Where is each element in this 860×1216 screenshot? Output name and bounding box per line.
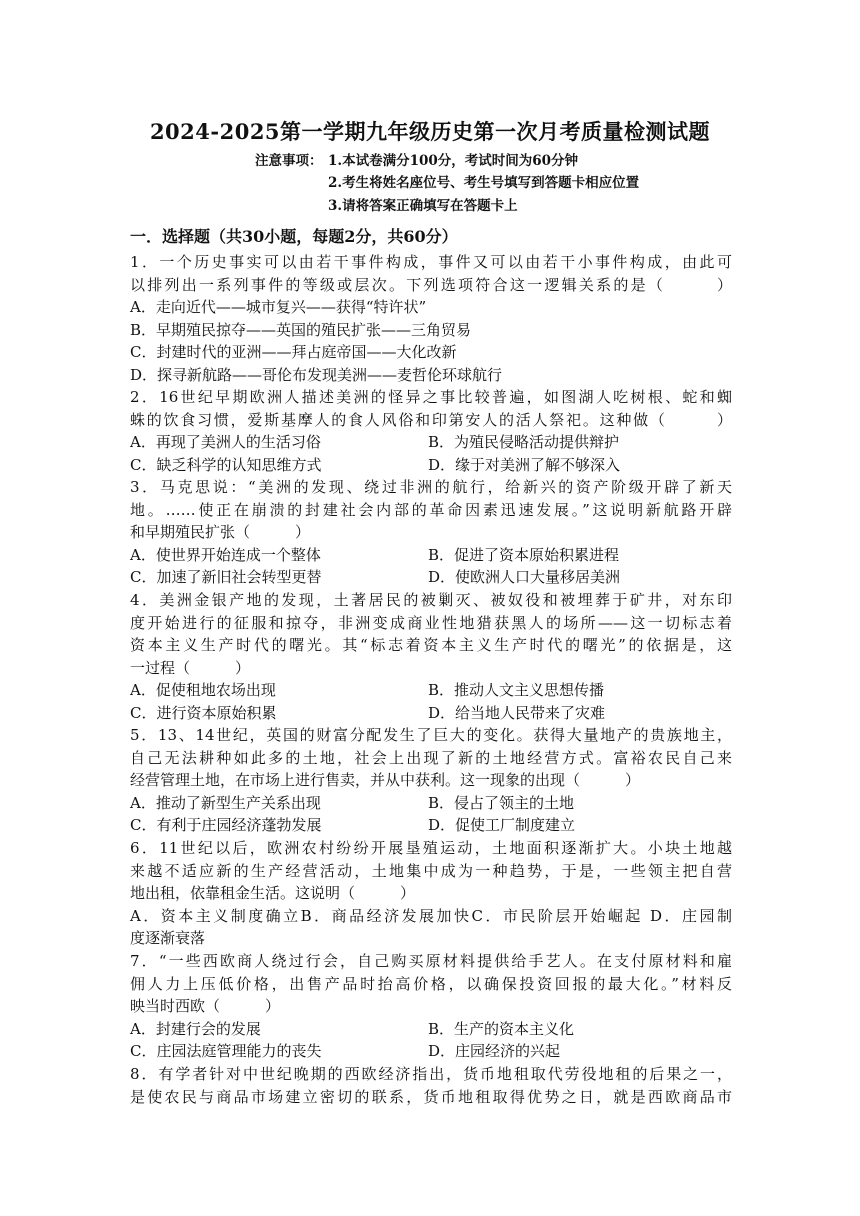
question-stem-line: 资本主义生产时代的曙光。其“标志着资本主义生产时代的曙光”的依据是，这 — [130, 636, 732, 654]
options-row — [130, 702, 732, 725]
option-a: A．走向近代——城市复兴——获得“特许状” — [130, 298, 427, 316]
question-5 — [130, 724, 732, 837]
options-row — [130, 566, 732, 589]
option-c: C．进行资本原始积累 — [130, 703, 277, 722]
options-row — [130, 792, 732, 815]
option-a: A．使世界开始连成一个整体 — [130, 545, 321, 564]
option-a: A．封建行会的发展 — [130, 1019, 261, 1038]
option-d: D．缘于对美洲了解不够深入 — [428, 455, 621, 474]
question-stem-line: 6．11世纪以后，欧洲农村纷纷开展垦殖运动，土地面积逐渐扩大。小块土地越 — [130, 839, 732, 857]
question-7 — [130, 950, 732, 1063]
question-2 — [130, 386, 732, 476]
option-b: B．早期殖民掠夺——英国的殖民扩张——三角贸易 — [130, 320, 472, 339]
option-c: C．庄园法庭管理能力的丧失 — [130, 1042, 322, 1060]
notice-item-3: 3.请将答案正确填写在答题卡上 — [328, 198, 518, 214]
option-d: D．使欧洲人口大量移居美洲 — [428, 568, 621, 586]
option-c: C．加速了新旧社会转型更替 — [130, 568, 322, 586]
question-stem-line: 地出租，依靠租金生活。这说明（ ） — [130, 884, 416, 902]
option-b: B．促进了资本原始积累进程 — [428, 545, 620, 564]
question-4 — [130, 589, 732, 724]
question-stem-line: 3．马克思说：“美洲的发现、绕过非洲的航行，给新兴的资产阶级开辟了新天 — [130, 478, 732, 496]
section-heading: 一．选择题（共30小题，每题2分，共60分） — [130, 227, 458, 246]
question-stem-line: 和早期殖民扩张（ ） — [130, 523, 311, 541]
option-d: D．给当地人民带来了灾难 — [428, 703, 606, 722]
options-row — [130, 1040, 732, 1063]
question-stem-line: 7．“一些西欧商人绕过行会，自己购买原材料提供给手艺人。在支付原材料和雇 — [130, 952, 732, 970]
options-row — [130, 544, 732, 567]
option-c: C．缺乏科学的认知思维方式 — [130, 455, 322, 474]
option-b: B．为殖民侵略活动提供辩护 — [428, 433, 620, 451]
options-row — [130, 679, 732, 702]
option-d: D．庄园经济的兴起 — [428, 1042, 561, 1060]
question-stem-line: 经营管理土地，在市场上进行售卖，并从中获利。这一现象的出现（ ） — [130, 771, 641, 789]
inline-options-line: 度逐渐衰落 — [130, 929, 206, 947]
question-8 — [130, 1063, 732, 1108]
exam-title: 2024-2025第一学期九年级历史第一次月考质量检测试题 — [149, 119, 711, 144]
question-stem-line: 4．美洲金银产地的发现，土著居民的被剿灭、被奴役和被埋葬于矿井，对东印 — [130, 591, 732, 609]
question-stem-line: 8．有学者针对中世纪晚期的西欧经济指出，货币地租取代劳役地租的后果之一， — [130, 1065, 732, 1083]
option-c: C．有利于庄园经济蓬勃发展 — [130, 816, 322, 834]
options-row — [130, 454, 732, 477]
question-stem-line: 佣人力上压低价格，出售产品时抬高价格，以确保投资回报的最大化。”材料反 — [130, 974, 732, 993]
option-d: D．探寻新航路——哥伦布发现美洲——麦哲伦环球航行 — [130, 365, 503, 384]
question-6 — [130, 837, 732, 950]
question-stem-line: 一过程（ ） — [130, 658, 251, 677]
question-stem-line: 来越不适应新的生产经营活动，土地集中成为一种趋势，于是，一些领主把自营 — [130, 861, 732, 880]
question-stem-line: 1．一个历史事实可以由若干事件构成，事件又可以由若干小事件构成，由此可 — [130, 253, 732, 271]
option-b: B．侵占了领主的土地 — [428, 793, 575, 812]
question-stem-line: 蛛的饮食习惯，爱斯基摩人的食人风俗和印第安人的活人祭祀。这种做（ ） — [130, 410, 732, 429]
options-row — [130, 431, 732, 454]
options-row — [130, 814, 732, 837]
option-a: A．促使租地农场出现 — [130, 681, 276, 699]
notice-item-2: 2.考生将姓名座位号、考生号填写到答题卡相应位置 — [328, 175, 640, 191]
option-d: D．促使工厂制度建立 — [428, 816, 576, 834]
notice-label: 注意事项： — [255, 153, 323, 169]
option-c: C．封建时代的亚洲——拜占庭帝国——大化改新 — [130, 343, 457, 361]
question-stem-line: 是使农民与商品市场建立密切的联系，货币地租取得优势之日，就是西欧商品市 — [130, 1087, 732, 1106]
question-stem-line: 度开始进行的征服和掠夺，非洲变成商业性地猎获黑人的场所——这一切标志着 — [130, 613, 732, 632]
question-stem-line: 以排列出一系列事件的等级或层次。下列选项符合这一逻辑关系的是（ ） — [130, 275, 732, 294]
question-stem-line: 地。……使正在崩溃的封建社会内部的革命因素迅速发展。”这说明新航路开辟 — [130, 500, 732, 519]
option-b: B．生产的资本主义化 — [428, 1019, 575, 1038]
question-stem-line: 2．16世纪早期欧洲人描述美洲的怪异之事比较普遍，如图湖人吃树根、蛇和蜘 — [130, 388, 732, 406]
question-1 — [130, 251, 732, 386]
question-3 — [130, 476, 732, 589]
question-stem-line: 5．13、14世纪，英国的财富分配发生了巨大的变化。获得大量地产的贵族地主， — [130, 726, 732, 744]
notice-item-1: 1.本试卷满分100分，考试时间为60分钟 — [328, 153, 579, 169]
options-row — [130, 1018, 732, 1041]
option-a: A．推动了新型生产关系出现 — [130, 793, 321, 812]
question-stem-line: 映当时西欧（ ） — [130, 997, 281, 1015]
inline-options-line: A．资本主义制度确立B．商品经济发展加快C．市民阶层开始崛起 D．庄园制 — [130, 906, 732, 925]
option-b: B．推动人文主义思想传播 — [428, 681, 605, 699]
option-a: A．再现了美洲人的生活习俗 — [130, 433, 321, 451]
question-stem-line: 自己无法耕种如此多的土地，社会上出现了新的土地经营方式。富裕农民自己来 — [130, 748, 732, 767]
